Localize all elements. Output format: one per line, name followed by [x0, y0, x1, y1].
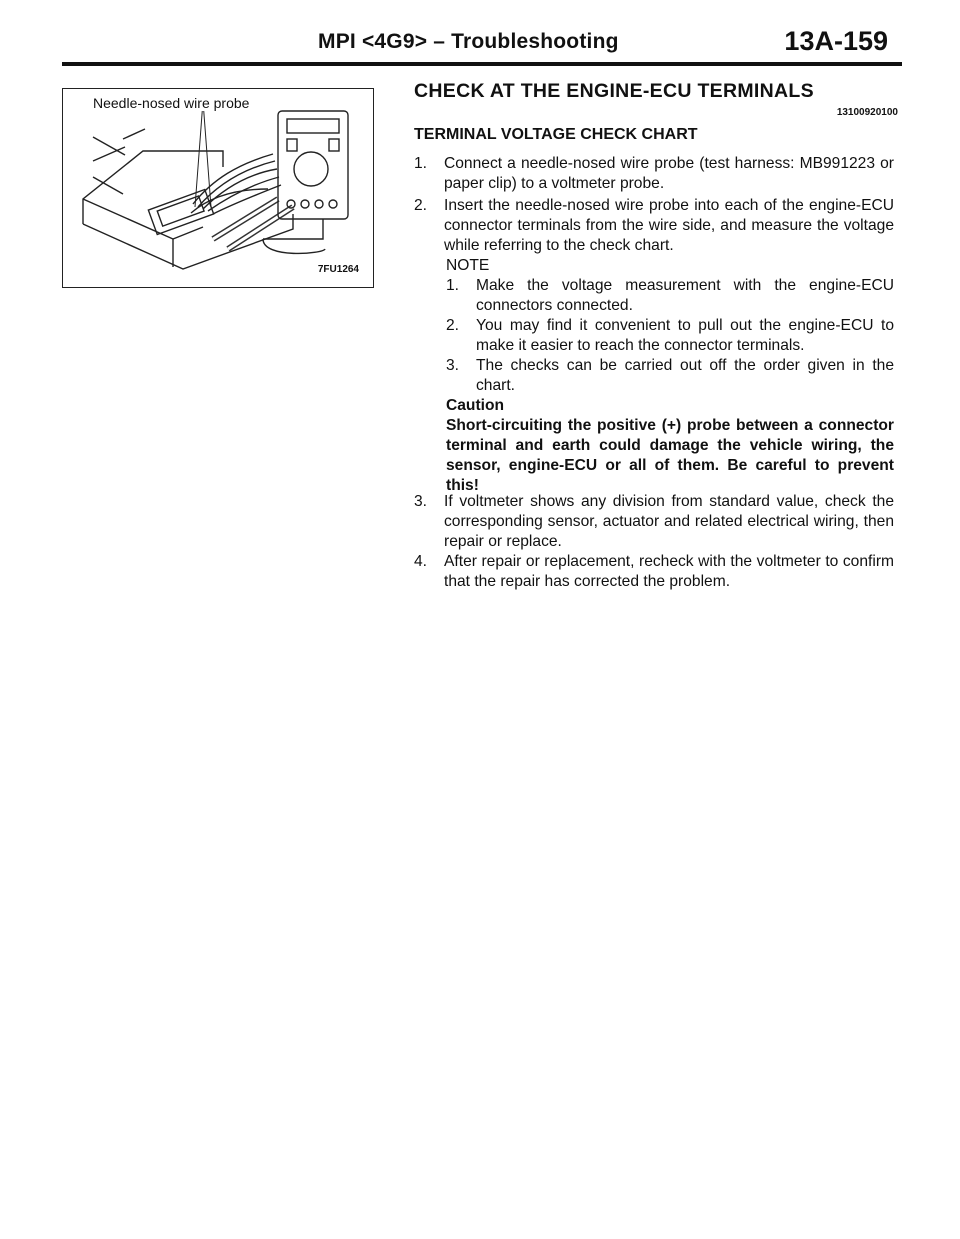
note-text: Make the voltage measurement with the engine-ECU connectors connected. [476, 277, 894, 314]
note-item [446, 276, 894, 316]
step-number: 2. [414, 197, 428, 214]
note-number: 1. [446, 277, 460, 294]
note-heading: NOTE [446, 257, 490, 274]
section-title: CHECK AT THE ENGINE-ECU TERMINALS [414, 80, 814, 102]
note-item [446, 316, 894, 356]
caution-text: Short-circuiting the positive (+) probe between a connector terminal and earth could damage the vehicle wiring, the sensor, engine-ECU or all of them. Be careful to prevent this! [446, 417, 894, 494]
step-text: Insert the needle-nosed wire probe into each of the engine-ECU connector terminals from the wire side, and measure the voltage while referring to the check chart. [444, 197, 894, 254]
step-text: Connect a needle-nosed wire probe (test harness: MB991223 or paper clip) to a voltmeter probe. [444, 155, 894, 192]
probe-illustration [63, 89, 373, 287]
step-number: 4. [414, 553, 428, 570]
note-number: 3. [446, 357, 460, 374]
figure-box [62, 88, 374, 288]
header-rule [62, 62, 902, 66]
note-item [446, 356, 894, 396]
section-code: 13100920100 [836, 107, 898, 118]
step-item [414, 154, 894, 194]
note-text: The checks can be carried out off the order given in the chart. [476, 357, 894, 394]
figure-code: 7FU1264 [317, 264, 359, 275]
page-number: 13A-159 [784, 26, 888, 56]
step-item [414, 492, 894, 552]
step-text: If voltmeter shows any division from standard value, check the corresponding sensor, actuator and related electrical wiring, then repair or replace. [444, 493, 894, 550]
step-item [414, 552, 894, 592]
header-title: MPI <4G9> – Troubleshooting [318, 30, 619, 53]
caution-block [446, 396, 894, 496]
note-number: 2. [446, 317, 460, 334]
caution-heading: Caution [446, 397, 505, 414]
step-text: After repair or replacement, recheck with the voltmeter to confirm that the repair has corrected the problem. [444, 553, 894, 590]
note-block [446, 256, 894, 396]
step-item [414, 196, 894, 256]
note-text: You may find it convenient to pull out the engine-ECU to make it easier to reach the connector terminals. [476, 317, 894, 354]
step-number: 1. [414, 155, 428, 172]
subheading: TERMINAL VOLTAGE CHECK CHART [414, 126, 698, 143]
figure-callout: Needle-nosed wire probe [93, 95, 250, 111]
step-number: 3. [414, 493, 428, 510]
